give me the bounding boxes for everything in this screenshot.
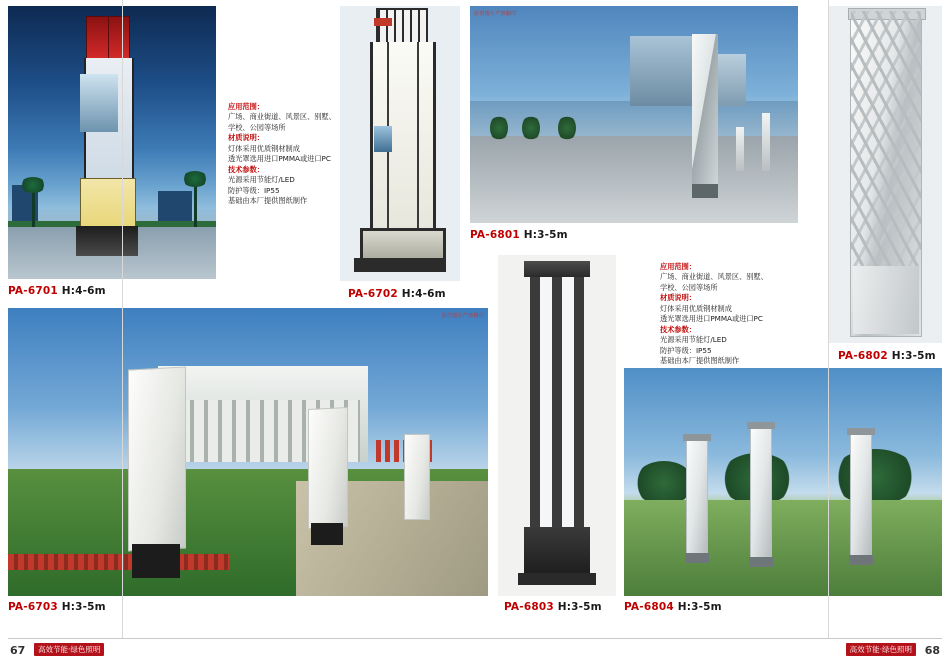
photo-tree [634, 461, 694, 505]
product-photo-pa-6802 [828, 6, 942, 343]
product-photo-pa-6801 [470, 6, 798, 223]
caption-pa-6802 [838, 350, 936, 362]
photo-building [630, 36, 700, 106]
spec-tech-line: 防护等级：IP55 [228, 185, 280, 195]
lamp-column-pa-6703-far [404, 434, 430, 520]
product-height-pa-6803: H:3-5m [557, 601, 602, 613]
lamp-foot [518, 573, 596, 585]
product-photo-pa-6803 [498, 255, 616, 596]
photo-lawn [624, 500, 942, 596]
photo-flowerbed [8, 554, 229, 570]
lamp-column-pa-6803 [524, 261, 590, 589]
lamp-column-pa-6804-a [686, 440, 708, 554]
footer-logo-left: 高效节能·绿色照明 [34, 643, 104, 656]
photo-palm-trunk [32, 187, 35, 227]
page-divider-left [122, 0, 123, 664]
caption-pa-6804 [624, 601, 722, 613]
lamp-body-artwork [80, 74, 118, 132]
spec-scope-title: 应用范围： [660, 262, 696, 271]
lamp-base [132, 544, 180, 578]
caption-pa-6701 [8, 285, 106, 297]
product-photo-pa-6804 [624, 368, 942, 596]
lamp-lattice-pattern [851, 11, 921, 266]
photo-palm-crown [20, 177, 46, 193]
product-height-pa-6804: H:3-5m [677, 601, 722, 613]
photo-watermark: 原创图片严禁翻印 [441, 313, 484, 319]
product-height-pa-6802: H:3-5m [891, 350, 936, 362]
spec-scope-line: 学校、公园等场所 [228, 122, 286, 132]
photo-tree [832, 449, 918, 505]
lamp-column-pa-6703-front [128, 366, 186, 551]
spec-tech-title: 技术参数： [228, 164, 264, 174]
spec-tech-line: 防护等级：IP55 [660, 345, 712, 355]
product-photo-pa-6703 [8, 308, 488, 596]
spec-material-line: 透光罩选用进口PMMA或进口PC [228, 154, 331, 164]
lamp-foot [354, 258, 446, 272]
lamp-base [849, 555, 873, 565]
lamp-top-cap [747, 422, 775, 429]
lamp-top-cap [524, 261, 590, 277]
photo-watermark: 原创图片严禁翻印 [474, 11, 517, 17]
page-number-right: 68 [924, 644, 940, 657]
caption-pa-6803 [504, 601, 602, 613]
photo-lamp-post [736, 127, 744, 171]
spec-material-title: 材质说明： [660, 293, 696, 303]
lamp-column-pa-6702 [352, 8, 448, 278]
lamp-body-artwork [374, 126, 392, 152]
spec-tech-line: 基础由本厂提供图纸制作 [660, 355, 740, 365]
page-number-left: 67 [10, 644, 26, 657]
spec-tech-line: 基础由本厂提供图纸制作 [228, 195, 308, 205]
lamp-base [76, 226, 138, 256]
product-code-pa-6701: PA-6701 [8, 285, 58, 297]
product-photo-pa-6701 [8, 6, 216, 279]
lamp-base [853, 266, 919, 334]
product-height-pa-6703: H:3-5m [61, 601, 106, 613]
lamp-column-pa-6802 [850, 10, 922, 337]
spec-block-left [228, 102, 336, 206]
spec-tech-title: 技术参数： [660, 324, 696, 334]
product-code-pa-6702: PA-6702 [348, 288, 398, 300]
photo-tree [558, 115, 576, 141]
lamp-lower-lit-panel [80, 178, 136, 228]
lamp-top-cap [683, 434, 711, 441]
photo-building [158, 191, 192, 221]
product-code-pa-6804: PA-6804 [624, 601, 674, 613]
product-code-pa-6703: PA-6703 [8, 601, 58, 613]
photo-lamp-post [762, 113, 770, 171]
spec-scope-line: 广场、商业街道、风景区、别墅、 [228, 112, 336, 122]
product-code-pa-6801: PA-6801 [470, 229, 520, 241]
spec-scope-line: 广场、商业街道、风景区、别墅、 [660, 272, 768, 282]
page-divider-right [828, 0, 829, 664]
lamp-column-pa-6701 [76, 16, 138, 256]
photo-palm-crown [182, 171, 208, 187]
lamp-body-header-band [374, 18, 392, 26]
lamp-base [311, 523, 343, 545]
caption-pa-6702 [348, 288, 446, 300]
lamp-top-cap [847, 428, 875, 435]
caption-pa-6703 [8, 601, 106, 613]
lamp-body-louvers [530, 277, 584, 527]
spec-material-title: 材质说明： [228, 133, 264, 143]
spec-tech-line: 光源采用节能灯/LED [660, 335, 727, 345]
lamp-column-pa-6804-b [750, 428, 772, 558]
spec-material-line: 透光罩选用进口PMMA或进口PC [660, 314, 763, 324]
product-height-pa-6801: H:3-5m [523, 229, 568, 241]
product-code-pa-6803: PA-6803 [504, 601, 554, 613]
spec-block-right [660, 262, 768, 366]
lamp-column-pa-6801 [692, 34, 718, 184]
product-height-pa-6701: H:4-6m [61, 285, 106, 297]
photo-tree [522, 115, 540, 141]
lamp-column-pa-6703-mid [308, 407, 348, 529]
spec-scope-line: 学校、公园等场所 [660, 282, 718, 292]
lamp-base [524, 527, 590, 573]
spec-tech-line: 光源采用节能灯/LED [228, 175, 295, 185]
photo-tree [490, 115, 508, 141]
spec-material-line: 灯体采用优质钢材制成 [228, 143, 300, 153]
lamp-top-lattice [376, 8, 428, 46]
footer-logo-right: 高效节能·绿色照明 [846, 643, 916, 656]
page-footer [0, 638, 950, 664]
lamp-top-red-panel [86, 16, 130, 60]
product-code-pa-6802: PA-6802 [838, 350, 888, 362]
product-photo-pa-6702 [340, 6, 460, 281]
lamp-base [685, 553, 709, 563]
spec-material-line: 灯体采用优质钢材制成 [660, 303, 732, 313]
photo-palm-trunk [194, 181, 197, 227]
photo-water [470, 101, 798, 140]
product-height-pa-6702: H:4-6m [401, 288, 446, 300]
footer-rule [8, 638, 942, 639]
lamp-base [749, 557, 773, 567]
spec-scope-title: 应用范围： [228, 102, 264, 111]
lamp-column-pa-6804-c [850, 434, 872, 556]
caption-pa-6801 [470, 229, 568, 241]
photo-plaza [470, 136, 798, 223]
